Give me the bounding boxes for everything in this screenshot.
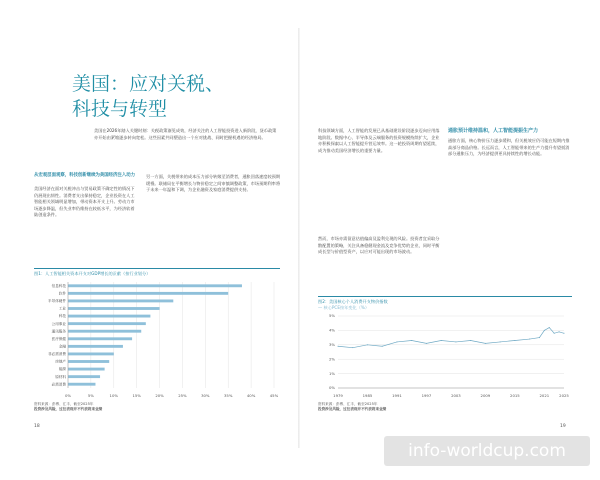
chart2-point [396,341,397,342]
chart1-bar [68,375,100,378]
chart2-point [338,346,339,347]
chart2-y-tick: 5% [328,313,335,319]
chart1-bar [68,315,150,318]
chart1-bar [68,345,123,348]
right-column-1: 科技领域方面，人工智能的发展已从基础建设阶段逐步迈向应用落地阶段。数据中心、半导体及云端服务的投资规模持续扩大，企业亦积极探索以人工智能提升营运效率。这一轮投资周期有望延续，成为推动美国经济增长的重要力量。 [318,128,440,153]
page-number-left: 18 [34,424,40,429]
chart2-y-tick: 2% [328,356,335,362]
chart1-disclaimer: 投资涉及风险，过往表现并不代表将来业绩 [34,407,103,411]
chart1-svg [34,278,280,400]
chart2-point [500,341,501,342]
chart1-category-label: 工业 [58,306,66,311]
chart2-point [455,341,456,342]
chart1-bar [68,383,95,386]
chart1-x-tick: 0% [64,393,72,398]
watermark: info-worldcup.com [384,436,590,466]
chart2-point [411,340,412,341]
chart1-category-label: 半导体硬件 [48,299,66,304]
chart1-bar [68,337,132,340]
chart1-x-tick: 35% [223,393,233,398]
chart1-category-label: 软件 [58,291,66,296]
chart2-point [564,333,565,334]
chart1-category-label: 金融 [58,344,66,349]
chart2-x-tick: 1979 [333,393,343,398]
chart2-y-tick: 4% [328,327,335,333]
right-column-2: 通胀方面，核心物价压力逐步缓和，但关税效应仍可能在短期内推高部分商品价格。长远而言，人工智能带来的生产力提升有望抵消部分通胀压力，为经济提供更具持续性的增长动能。 [448,138,570,157]
chart2-point [559,331,560,332]
chart2-x-tick: 2003 [451,393,461,398]
chart2-point [529,339,530,340]
chart1-category-label: 通讯服务 [51,329,66,334]
chart1-category-label: 信息科技 [51,283,66,288]
chart1-bar [68,307,160,310]
left-column-1: 美国经济在面对关税冲击与贸易政策不确定性的情况下仍展现出韧性。消费者支出保持稳定，企业投资在人工智能相关领域明显增加，带动资本开支上升。劳动力市场逐步降温，但失业率仍维持在较低水平，为经济软着陆创造条件。 [34,186,135,218]
left-column-2: 另一方面，关税带来的成本压力部分转嫁至消费者，通胀回落速度较预期缓慢。联储局在平衡增长与物价稳定之间审慎调整政策，市场预期利率将于未来一年温和下调，为企业融资及家庭消费提供支持。 [146,174,280,193]
chart1-bar [68,368,105,371]
chart1-x-tick: 30% [201,393,210,398]
title-line-1: 美国：应对关税、 [72,73,225,95]
chart2-point [426,343,427,344]
chart1-source: 资料来源：彭博、汇丰，截至2025年 [34,402,94,406]
right-subhead: 通胀预计维持温和，人工智能提振生产力 [448,128,539,134]
chart-rule [34,268,280,269]
chart2-x-tick: 1991 [392,393,402,398]
chart1-category-label: 非必需消费 [48,352,66,357]
chart1-category-label: 科技 [58,314,66,319]
intro-paragraph: 美国在2026年踏入关键时刻：关税政策渐见成效，经济关注的人工智能投资进入新阶段，货币政策亦开始由紧缩逐步转向宽松。这些因素共同塑造出一个应对挑战、同时把握机遇的经济格局。 [94,128,277,140]
chart2-point [554,333,555,334]
chart2-point [485,343,486,344]
chart2-point [441,340,442,341]
chart2-x-tick: 1997 [421,393,432,398]
chart1-category-label: 必需消费 [51,382,66,387]
chart2-x-tick: 2025 [559,393,569,398]
chart2-x-tick: 2015 [510,393,520,398]
chart1-x-tick: 45% [269,393,279,398]
chart1-x-tick: 20% [155,393,164,398]
chart2-point [367,344,368,345]
title-line-2: 科技与转型 [72,98,168,120]
page-title [72,72,224,122]
chart1-bar [68,292,228,295]
chart1-x-tick: 25% [178,393,187,398]
chart2-subcaption: — 核心PCE按年变化（%） [318,305,370,310]
chart1-x-tick: 10% [109,393,119,398]
chart1-x-tick: 5% [87,393,94,398]
chart2-caption: 图2：美国核心个人消费开支物价指数 [318,299,388,304]
section-subhead: 从宏观层面观察，科技创新继续为美国经济注入动力 [34,173,135,178]
chart1-category-label: 能源 [58,367,66,372]
chart2-point [544,330,545,331]
page-number-right: 19 [560,424,566,429]
chart1-category-label: 原材料 [55,374,66,379]
chart1-bar [68,352,114,355]
chart1-bar [68,322,146,325]
chart2-x-tick: 2021 [539,393,550,398]
chart2-point [382,346,383,347]
chart2-x-tick: 1985 [362,393,373,398]
chart2-svg [318,312,572,400]
chart2-point [539,337,540,338]
chart2-source: 资料来源：彭博、汇丰，截至2025年 [318,402,378,406]
chart2-point [514,340,515,341]
chart2-disclaimer: 投资涉及风险，过往表现并不代表将来业绩 [318,407,387,411]
chart1-category-label: 医疗保健 [51,336,66,341]
chart2-point [549,327,550,328]
chart2-y-tick: 0% [328,385,335,391]
chart1-category-label: 公用事业 [51,321,66,326]
chart2-x-tick: 2009 [480,393,491,398]
chart1-caption: 图1：人工智能相关资本开支对GDP增长的贡献（按行业划分） [34,271,151,276]
chart2-y-tick: 1% [328,370,335,376]
chart2-y-tick: 3% [328,342,335,347]
chart1-bar [68,330,141,333]
chart2-point [470,340,471,341]
chart1-x-tick: 40% [246,393,256,398]
chart1-category-label: 房地产 [55,359,66,364]
chart1-bar [68,284,242,287]
right-column-1b: 然而，市场亦需留意估值偏高及盈利兑现的风险。投资者宜采取分散配置的策略，关注具备稳健现金流及竞争优势的企业，同时平衡成长型与价值型资产，以应对可能出现的市场波动。 [318,236,440,255]
chart1-x-tick: 15% [132,393,141,398]
chart2-rule [318,296,572,297]
chart2-point [352,347,353,348]
chart1-bar [68,299,173,302]
chart1-bar [68,360,109,363]
